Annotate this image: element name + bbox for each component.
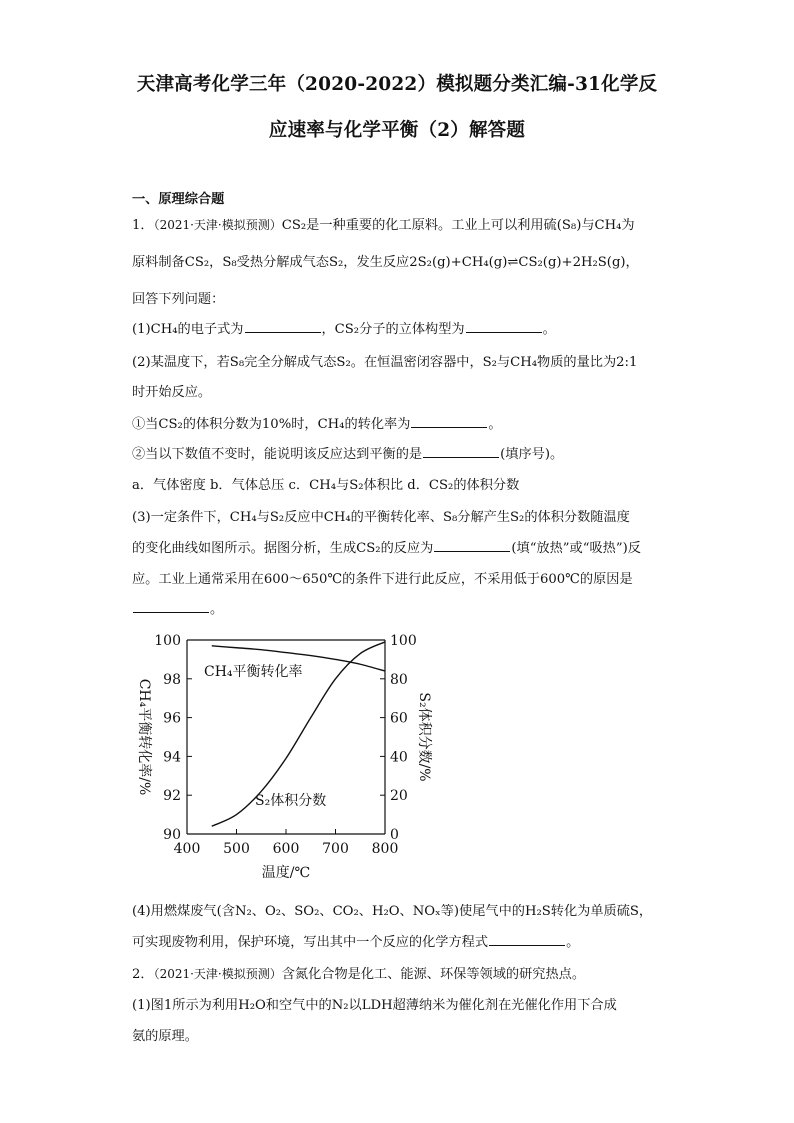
answer-blank-reason[interactable]: [133, 600, 209, 613]
x-tick-label: 800: [371, 841, 399, 857]
q1-part-2-line-1: (2)某温度下，若S₈完全分解成气态S₂。在恒温密闭容器中，S₂与CH₄物质的量比为2:1: [132, 355, 638, 370]
q2-line-2: (1)图1所示为利用H₂O和空气中的N₂以LDH超薄纳米为催化剂在光催化作用下合成: [132, 998, 617, 1013]
answer-blank-conversion[interactable]: [411, 415, 487, 428]
y-right-tick-label: 60: [390, 710, 408, 727]
q1-part-1-text-c: 。: [542, 322, 556, 337]
x-tick-label: 600: [272, 841, 300, 857]
x-axis-title: 温度/℃: [261, 865, 311, 881]
q1-part-3-text-end: 。: [210, 602, 224, 617]
q1-part-3-line-4: [132, 598, 223, 617]
q1-line-2: 原料制备CS₂，S₈受热分解成气态S₂，发生反应2S₂(g)+CH₄(g)⇌CS₂(g)+2H₂S(g)，: [132, 255, 639, 270]
q2-number: 2．: [132, 967, 154, 982]
y-axis-right-title: S₂体积分数/%: [416, 692, 432, 782]
q1-part-1: [132, 318, 556, 337]
q1-number: 1．: [132, 218, 154, 233]
x-tick-label: 400: [173, 841, 201, 857]
y-left-tick-label: 90: [163, 827, 181, 843]
document-title-line-2: 应速率与化学平衡（2）解答题: [268, 120, 526, 141]
x-tick-label: 700: [322, 841, 349, 857]
q2-source: （2021·天津·模拟预测）: [153, 967, 282, 981]
q2-line-3: 氨的原理。: [132, 1029, 198, 1044]
q1-part-2-i-text-b: 。: [488, 417, 502, 432]
y-left-tick-label: 94: [163, 749, 181, 766]
q2-text-1: 含氮化合物是化工、能源、环保等领域的研究热点。: [281, 967, 586, 982]
q1-part-4-text-b: 。: [566, 935, 580, 950]
y-right-tick-label: 40: [390, 749, 408, 766]
q1-part-2-ii-text-b: (填序号)。: [500, 447, 564, 462]
y-right-tick-label: 20: [390, 788, 408, 805]
y-axis-left-title: CH₄平衡转化率/%: [136, 678, 152, 796]
q1-part-1-text-b: ，CS₂分子的立体构型为: [321, 322, 465, 337]
q1-part-3-line-1: (3)一定条件下，CH₄与S₂反应中CH₄的平衡转化率、S₈分解产生S₂的体积分数随温度: [132, 510, 630, 525]
answer-blank-heat-type[interactable]: [434, 539, 510, 552]
answer-blank-electron-formula[interactable]: [245, 320, 321, 333]
q1-part-3-line-2: [132, 537, 641, 556]
y-left-tick-label: 92: [163, 788, 181, 805]
y-left-tick-label: 96: [163, 710, 181, 727]
q1-part-4-line-2: [132, 931, 579, 950]
q1-part-2-ii: [132, 443, 563, 462]
q1-part-2-ii-text-a: ②当以下数值不变时，能说明该反应达到平衡的是: [132, 447, 423, 462]
answer-blank-molecular-shape[interactable]: [466, 320, 542, 333]
q2-line-1: [132, 963, 585, 982]
y-left-tick-label: 100: [154, 633, 181, 649]
q1-part-1-text-a: (1)CH₄的电子式为: [132, 322, 244, 337]
q1-text-1: CS₂是一种重要的化工原料。工业上可以利用硫(S₈)与CH₄为: [281, 218, 635, 233]
q1-part-2-line-2: 时开始反应。: [132, 385, 212, 400]
series-label-s2-fraction: S₂体积分数: [255, 793, 327, 809]
answer-blank-equilibrium[interactable]: [423, 445, 499, 458]
x-tick-label: 500: [223, 841, 250, 857]
document-title-line-1: 天津高考化学三年（2020-2022）模拟题分类汇编-31化学反: [136, 74, 658, 95]
q1-line-1: [132, 214, 635, 233]
y-right-tick-label: 100: [390, 633, 417, 649]
equilibrium-chart: [132, 622, 442, 884]
q1-part-2-i: [132, 413, 502, 432]
q1-part-4-text-a: 可实现废物利用，保护环境，写出其中一个反应的化学方程式: [132, 935, 489, 950]
y-right-tick-label: 0: [390, 827, 399, 843]
q1-part-4-line-1: (4)用燃煤废气(含N₂、O₂、SO₂、CO₂、H₂O、NOₓ等)使尾气中的H₂S转化为单质硫S，: [132, 904, 653, 919]
q1-part-3-text-b: (填“放热”或“吸热”)反: [511, 541, 641, 556]
q1-part-3-text-a: 的变化曲线如图所示。据图分析，生成CS₂的反应为: [132, 541, 434, 556]
answer-blank-equation[interactable]: [489, 933, 565, 946]
series-label-ch4-conversion: CH₄平衡转化率: [204, 664, 303, 680]
q1-line-3: 回答下列问题：: [132, 292, 225, 307]
q1-part-2-i-text-a: ①当CS₂的体积分数为10%时，CH₄的转化率为: [132, 417, 411, 432]
q1-part-3-line-3: 应。工业上通常采用在600～650℃的条件下进行此反应，不采用低于600℃的原因是: [132, 572, 633, 587]
y-right-tick-label: 80: [390, 671, 408, 688]
section-heading: 一、原理综合题: [132, 192, 225, 207]
q1-part-2-options: a．气体密度 b．气体总压 c．CH₄与S₂体积比 d．CS₂的体积分数: [132, 478, 520, 493]
q1-source: （2021·天津·模拟预测）: [153, 218, 282, 232]
y-left-tick-label: 98: [163, 671, 181, 688]
